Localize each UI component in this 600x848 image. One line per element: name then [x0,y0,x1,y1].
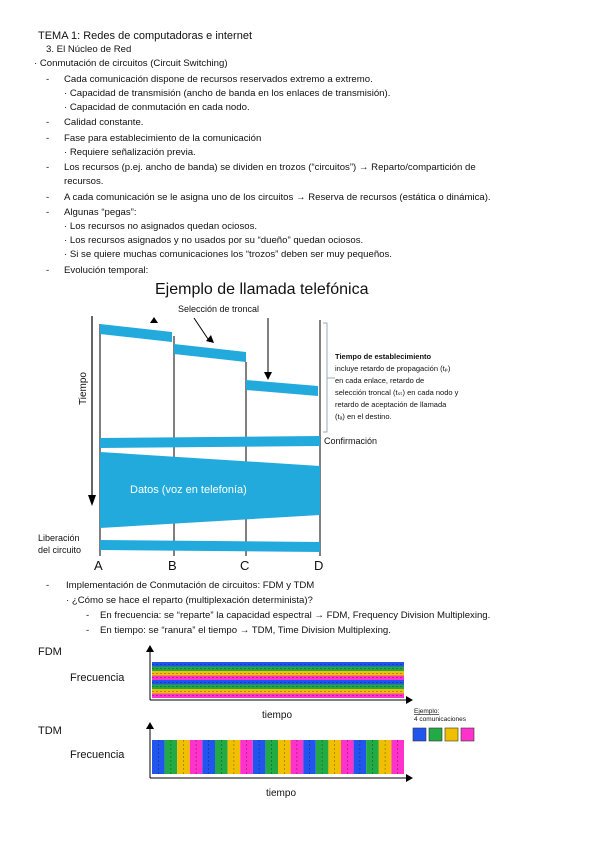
dash-bullet: - [86,625,90,636]
release-label: del circuito [38,545,82,555]
data-transfer-label: Datos (voz en telefonía) [130,484,247,496]
sub-sub-bullet-text: En tiempo: se “ranura” el tiempo → TDM, Time Division Multiplexing. [100,625,391,636]
node-label-d: D [314,558,324,573]
sub-sub-bullet-text: En frecuencia: se “reparte” la capacidad espectral → FDM, Frequency Division Multiplexing. [100,610,491,621]
setup-note-text: selección troncal (tₛₜ) en cada nodo y [335,388,459,397]
section-heading: 3. El Núcleo de Red [46,44,132,55]
time-axis-label: Tiempo [78,372,89,405]
sub-bullet-text: · Requiere señalización previa. [64,147,196,158]
diagram-title: Ejemplo de llamada telefónica [155,281,369,298]
topic-heading: · Conmutación de circuitos (Circuit Switching) [34,58,228,69]
setup-note-text: (tₐ) en el destino. [335,412,392,421]
bullet-text: A cada comunicación se le asigna uno de los circuitos → Reserva de recursos (estática o dinámica). [64,192,491,203]
confirmation-label: Confirmación [324,436,378,446]
fdm-bands [152,662,404,698]
node-label-a: A [94,558,103,573]
bullet-text: Evolución temporal: [64,265,149,276]
sub-bullet-text: · ¿Cómo se hace el reparto (multiplexación determinista)? [66,595,313,606]
legend-title: Ejemplo: [414,708,440,715]
tdm-time-arrowhead [406,774,413,782]
dash-bullet: - [46,74,50,85]
release-label: Liberación [38,533,80,543]
tdm-frequency-label: Frecuencia [70,749,125,761]
page-title: TEMA 1: Redes de computadoras e internet [38,30,253,42]
setup-note-text: retardo de aceptación de llamada [335,400,447,409]
legend-swatch [461,728,474,741]
bullet-text: Calidad constante. [64,117,144,128]
legend-swatch [445,728,458,741]
fdm-label: FDM [38,646,62,658]
fdm-time-label: tiempo [262,710,293,721]
bullet-text: Fase para establecimiento de la comunicación [64,133,262,144]
sub-bullet-text: · Los recursos no asignados quedan ociosos. [64,221,258,232]
setup-note-text: incluye retardo de propagación (tₚ) [335,364,451,373]
legend-swatches [413,728,474,741]
legend-text: 4 comunicaciones [414,716,467,723]
setup-note-text: en cada enlace, retardo de [335,376,425,385]
fdm-time-arrowhead [406,696,413,704]
bullet-text: Implementación de Conmutación de circuitos: FDM y TDM [66,580,315,591]
setup-note-title: Tiempo de establecimiento [335,352,432,361]
fdm-frequency-label: Frecuencia [70,672,125,684]
legend-swatch [413,728,426,741]
bullet-text: Los recursos (p.ej. ancho de banda) se dividen en trozos (“circuitos”) → Reparto/compartición de [64,162,476,173]
fdm-freq-arrowhead [146,645,154,652]
dash-bullet: - [86,610,90,621]
sub-bullet-text: · Capacidad de transmisión (ancho de banda en los enlaces de transmisión). [64,88,391,99]
node-label-c: C [240,558,250,573]
bullet-text-cont: recursos. [64,176,104,187]
bullet-text: Cada comunicación dispone de recursos reservados extremo a extremo. [64,74,373,85]
trunk-selection-label: Selección de troncal [178,304,260,314]
sub-bullet-text: · Capacidad de conmutación en cada nodo. [64,102,250,113]
dash-bullet: - [46,133,50,144]
dash-bullet: - [46,192,50,203]
dash-bullet: - [46,117,50,128]
sub-bullet-text: · Los recursos asignados y no usados por su “dueño” quedan ociosos. [64,235,364,246]
dash-bullet: - [46,207,50,218]
tdm-slots [152,740,404,774]
dash-bullet: - [46,580,50,591]
legend-swatch [429,728,442,741]
tdm-freq-arrowhead [146,722,154,729]
dash-bullet: - [46,265,50,276]
sub-bullet-text: · Si se quiere muchas comunicaciones los “trozos” deben ser muy pequeños. [64,249,392,260]
tdm-label: TDM [38,725,62,737]
node-label-b: B [168,558,177,573]
dash-bullet: - [46,162,50,173]
tdm-time-label: tiempo [266,788,297,799]
bullet-text: Algunas “pegas”: [64,207,137,218]
